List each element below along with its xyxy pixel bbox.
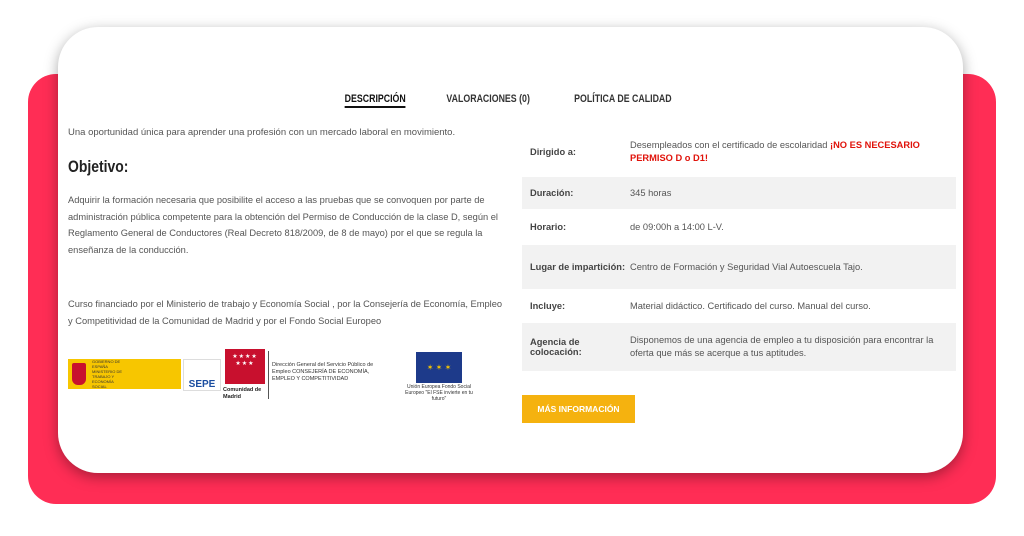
detail-value: Disponemos de una agencia de empleo a tu disposición para encontrar la oferta que más se acerque a tus aptitudes. <box>630 335 934 358</box>
detail-label: Dirigido a: <box>530 147 576 157</box>
detail-row-incluye <box>522 289 956 323</box>
detail-value: Material didáctico. Certificado del curso. Manual del curso. <box>630 300 871 311</box>
tab-politica-calidad[interactable]: POLÍTICA DE CALIDAD <box>574 93 673 105</box>
detail-row-duracion <box>522 177 956 209</box>
detail-value: 345 horas <box>630 187 672 198</box>
eu-flag-logo: ✶ ✶ ✶ <box>416 352 462 383</box>
objective-text: Adquirir la formación necesaria que posibilite el acceso a las pruebas que se convoquen por parte de administración pública competente para la obtención del Permiso de Conducción de la clase D, según el Reglamento General de Conductores (Real Decreto 818/2009, de 8 de mayo) por el que se regula la enseñanza de la conducción. <box>68 195 498 255</box>
coat-of-arms-icon <box>72 363 86 385</box>
description-column <box>68 127 503 329</box>
detail-row-lugar <box>522 245 956 289</box>
content-card <box>58 27 963 473</box>
detail-label: Incluye: <box>530 301 566 311</box>
tab-descripcion[interactable]: DESCRIPCIÓN <box>344 93 405 108</box>
funding-text: Curso financiado por el Ministerio de trabajo y Economía Social , por la Consejería de Economía, Empleo y Competitividad de la Comunidad de Madrid y por el Fondo Social Europeo <box>68 299 503 326</box>
detail-row-agencia <box>522 323 956 371</box>
eu-logo-text: Unión Europea Fondo Social Europeo "El FSE invierte en tu futuro" <box>405 384 473 402</box>
gobierno-logo-text: GOBIERNO DE ESPAÑA MINISTERIO DE TRABAJO Y ECONOMÍA SOCIAL <box>92 359 123 389</box>
detail-value: Desempleados con el certificado de escolaridad ¡NO ES NECESARIO PERMISO D o D1! <box>630 140 920 163</box>
tab-bar <box>58 89 963 108</box>
comunidad-madrid-label: Comunidad de Madrid <box>223 387 262 400</box>
consejeria-text: Dirección General del Servicio Público de Empleo CONSEJERÍA DE ECONOMÍA, EMPLEO Y COMPETITIVIDAD <box>272 362 374 382</box>
comunidad-madrid-logo: ★★★★ ★★★ <box>225 349 265 384</box>
course-details-table <box>522 127 956 371</box>
detail-value: Centro de Formación y Seguridad Vial Autoescuela Tajo. <box>630 261 863 272</box>
detail-label: Duración: <box>530 188 574 198</box>
detail-label: Horario: <box>530 222 567 232</box>
detail-value: de 09:00h a 14:00 L-V. <box>630 221 724 232</box>
tab-valoraciones[interactable]: VALORACIONES (0) <box>446 93 530 105</box>
sepe-logo: SEPE <box>183 359 221 391</box>
more-info-button[interactable]: MÁS INFORMACIÓN <box>522 395 635 423</box>
detail-row-dirigido <box>522 127 956 177</box>
objective-title: Objetivo: <box>68 157 129 176</box>
logo-divider <box>268 351 269 399</box>
detail-row-horario <box>522 209 956 245</box>
funding-logos <box>68 349 488 409</box>
intro-text: Una oportunidad única para aprender una profesión con un mercado laboral en movimiento. <box>68 127 456 138</box>
detail-highlight: ¡NO ES NECESARIO PERMISO D o D1! <box>630 140 920 163</box>
gobierno-espana-logo <box>68 359 181 389</box>
detail-label: Lugar de impartición: <box>530 262 626 272</box>
detail-label: Agencia de colocación: <box>530 337 582 357</box>
